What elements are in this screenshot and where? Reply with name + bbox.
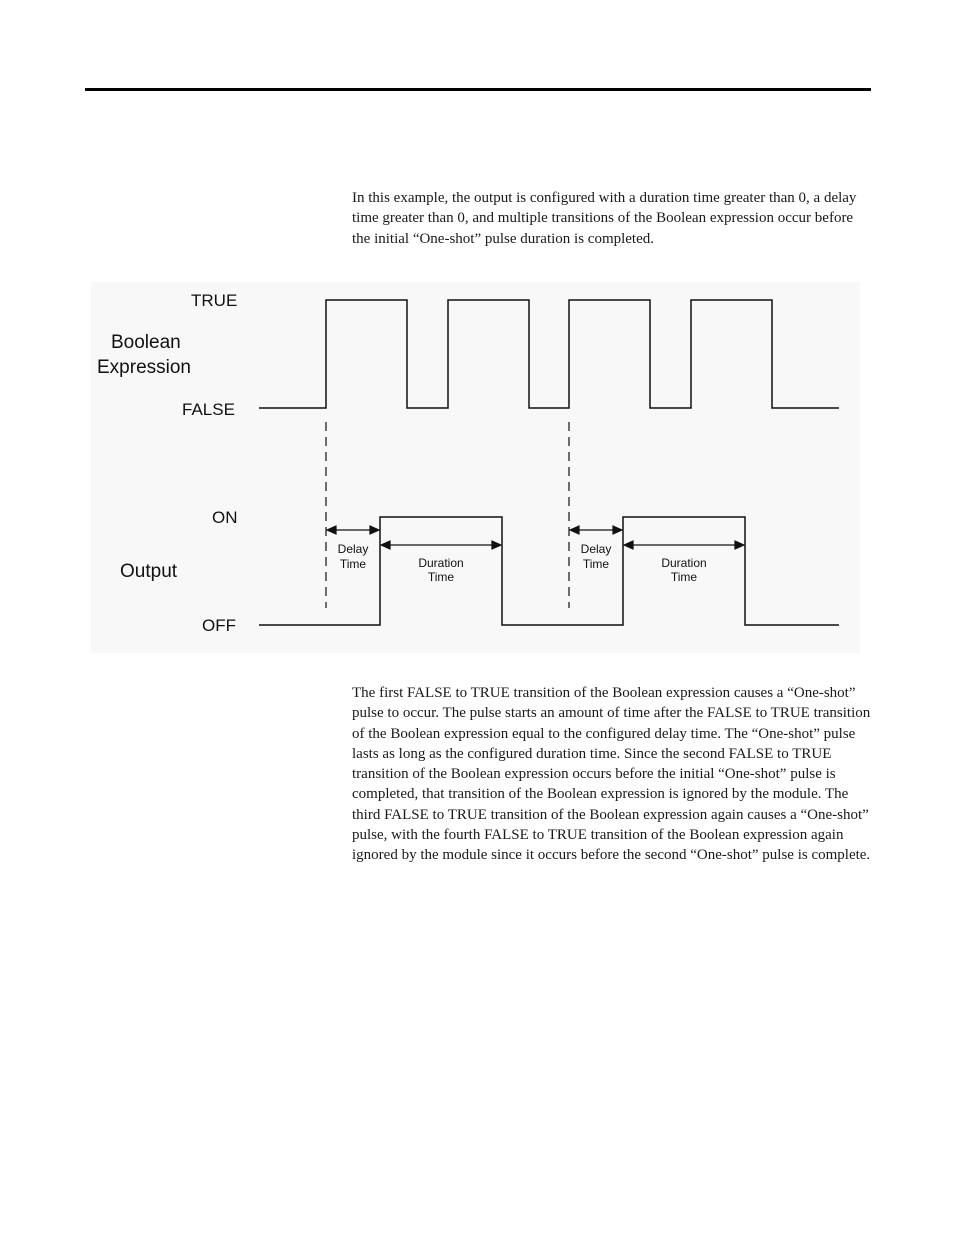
false-level-label: FALSE	[182, 400, 235, 419]
delay-arrow-2	[570, 526, 622, 534]
duration-label-1-line2: Time	[427, 570, 455, 584]
boolean-label-line2: Expression	[97, 357, 191, 378]
delay-label-1-line1: Delay	[337, 542, 369, 556]
output-waveform	[259, 517, 839, 625]
duration-arrow-1	[381, 541, 501, 549]
off-level-label: OFF	[202, 616, 236, 635]
output-label: Output	[120, 561, 178, 582]
delay-arrow-1	[327, 526, 379, 534]
header-rule	[85, 88, 871, 91]
body-paragraph: The first FALSE to TRUE transition of the Boolean expression causes a “One-shot” pulse to occur. The pulse starts an amount of time after the FALSE to TRUE transition of the Boolean expression equal to the configured delay time. The “One-shot” pulse lasts as long as the configured duration time. Since the second FALSE to TRUE transition of the Boolean expression occurs before the initial “One-shot” pulse is completed, that transition of the Boolean expression is ignored by the module. The third FALSE to TRUE transition of the Boolean expression again causes a “One-shot” pulse, with the fourth FALSE to TRUE transition of the Boolean expression again ignored by the module since it occurs before the second “One-shot” pulse is complete.	[352, 685, 871, 864]
duration-arrow-2	[624, 541, 744, 549]
timing-diagram	[91, 282, 860, 653]
delay-label-2-line2: Time	[582, 557, 610, 571]
duration-label-2-line1: Duration	[661, 556, 707, 570]
duration-label-2-line2: Time	[670, 570, 698, 584]
boolean-label-line1: Boolean	[111, 332, 181, 353]
on-level-label: ON	[212, 508, 238, 527]
boolean-waveform	[259, 300, 839, 408]
true-level-label: TRUE	[191, 291, 238, 310]
duration-label-1-line1: Duration	[418, 556, 464, 570]
delay-label-1-line2: Time	[339, 557, 367, 571]
intro-paragraph: In this example, the output is configured with a duration time greater than 0, a delay time greater than 0, and multiple transitions of the Boolean expression occur before the initial “One-shot” pulse duration is completed.	[352, 190, 857, 247]
delay-label-2-line1: Delay	[580, 542, 612, 556]
